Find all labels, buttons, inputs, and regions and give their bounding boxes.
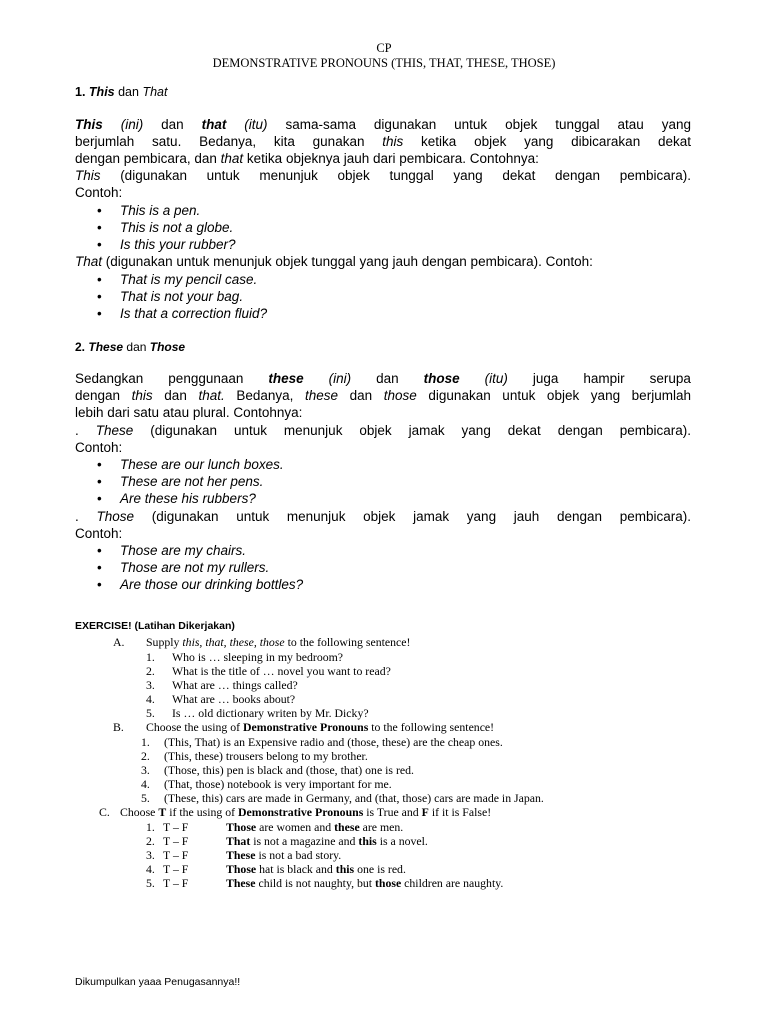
exercise-heading: EXERCISE! (Latihan Dikerjakan) [75, 620, 235, 632]
doc-title: DEMONSTRATIVE PRONOUNS (THIS, THAT, THESE, THOSE) [212, 56, 556, 70]
section1-intro-line3: dengan pembicara, dan that ketika objeknya jauh dari pembicara. Contohnya: [75, 151, 539, 166]
section1-heading: 1. This dan That [75, 85, 168, 99]
section2-intro-line2: dengan this dan that. Bedanya, these dan those digunakan untuk objek yang berjumlah [75, 388, 691, 403]
table-row: 4. T – F Those hat is black and this one is red. [146, 862, 406, 876]
those-contoh: Contoh: [75, 526, 123, 541]
part-b-letter: B. [113, 720, 124, 734]
table-row: 4. What are … books about? [146, 692, 296, 706]
doc-code: CP [376, 41, 392, 55]
table-row: 3. (Those, this) pen is black and (those, that) one is red. [141, 763, 414, 777]
list-item: • That is not your bag. [97, 289, 244, 304]
table-row: 3. What are … things called? [146, 678, 298, 692]
list-item: • That is my pencil case. [97, 272, 258, 287]
list-item: • These are not her pens. [97, 474, 264, 489]
table-row: 2. (This, these) trousers belong to my brother. [141, 749, 368, 763]
bullet-icon: • [97, 306, 102, 321]
bullet-icon: • [97, 491, 102, 506]
list-item: • Those are not my rullers. [97, 560, 270, 575]
table-row: 2. T – F That is not a magazine and this is a novel. [146, 834, 428, 848]
table-row: 1. (This, That) is an Expensive radio and (those, these) are the cheap ones. [141, 735, 503, 749]
this-contoh: Contoh: [75, 185, 123, 200]
part-c-instruction: Choose T if the using of Demonstrative Pronouns is True and F if it is False! [120, 805, 492, 819]
bullet-icon: • [97, 220, 102, 235]
part-b-instruction: Choose the using of Demonstrative Pronouns to the following sentence! [146, 720, 495, 734]
list-item: • This is not a globe. [97, 220, 234, 235]
table-row: 3. T – F These is not a bad story. [146, 848, 342, 862]
list-item: • These are our lunch boxes. [97, 457, 284, 472]
bullet-icon: • [97, 289, 102, 304]
part-c-letter: C. [99, 805, 110, 819]
this-definition: This (digunakan untuk menunjuk objek tunggal yang dekat dengan pembicara). [75, 168, 691, 183]
table-row: 5. (These, this) cars are made in Germany, and (that, those) cars are made in Japan. [141, 791, 544, 805]
section2-intro-line1: Sedangkan penggunaan these (ini) dan those (itu) juga hampir serupa [75, 371, 691, 386]
these-definition: . These (digunakan untuk menunjuk objek jamak yang dekat dengan pembicara). [75, 423, 691, 438]
table-row: 5. T – F These child is not naughty, but those children are naughty. [146, 876, 504, 890]
list-item: • Those are my chairs. [97, 543, 247, 558]
section1-intro-line1: This (ini) dan that (itu) sama-sama digunakan untuk objek tunggal atau yang [75, 117, 691, 132]
that-definition: That (digunakan untuk menunjuk objek tunggal yang jauh dengan pembicara). Contoh: [75, 254, 593, 269]
list-item: • Are these his rubbers? [97, 491, 256, 506]
bullet-icon: • [97, 272, 102, 287]
section1-intro-line2: berjumlah satu. Bedanya, kita gunakan this ketika objek yang dibicarakan dekat [75, 134, 691, 149]
table-row: 2. What is the title of … novel you want to read? [146, 664, 391, 678]
bullet-icon: • [97, 577, 102, 592]
list-item: • This is a pen. [97, 203, 201, 218]
bullet-icon: • [97, 543, 102, 558]
table-row: 1. T – F Those are women and these are men. [146, 820, 404, 834]
bullet-icon: • [97, 457, 102, 472]
list-item: • Is that a correction fluid? [97, 306, 268, 321]
table-row: 4. (That, those) notebook is very important for me. [141, 777, 392, 791]
those-definition: . Those (digunakan untuk menunjuk objek jamak yang jauh dengan pembicara). [75, 509, 691, 524]
section2-heading: 2. These dan Those [75, 340, 186, 354]
bullet-icon: • [97, 560, 102, 575]
part-a-instruction: Supply this, that, these, those to the following sentence! [146, 635, 411, 649]
table-row: 1. Who is … sleeping in my bedroom? [146, 650, 344, 664]
footer-note: Dikumpulkan yaaa Penugasannya!! [75, 976, 241, 988]
list-item: • Are those our drinking bottles? [97, 577, 304, 592]
these-contoh: Contoh: [75, 440, 123, 455]
section2-intro-line3: lebih dari satu atau plural. Contohnya: [75, 405, 303, 420]
bullet-icon: • [97, 203, 102, 218]
part-a-letter: A. [113, 635, 125, 649]
bullet-icon: • [97, 237, 102, 252]
table-row: 5. Is … old dictionary writen by Mr. Dicky? [146, 706, 369, 720]
list-item: • Is this your rubber? [97, 237, 236, 252]
bullet-icon: • [97, 474, 102, 489]
